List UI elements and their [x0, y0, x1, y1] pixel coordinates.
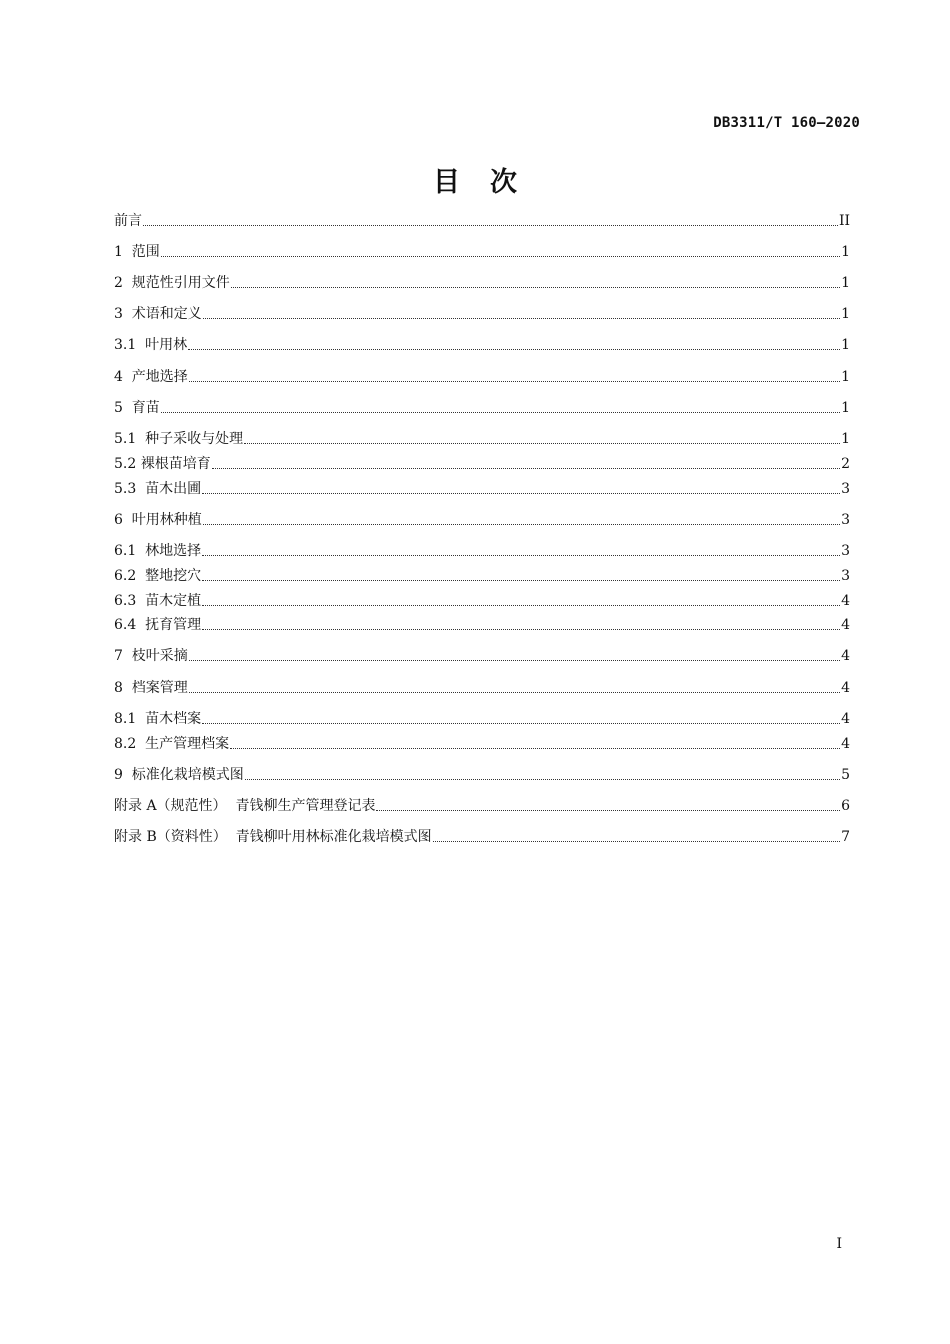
toc-entry[interactable]: [114, 273, 850, 293]
toc-entry-page: 1: [841, 400, 850, 416]
toc-entry-label: 5.3 苗木出圃: [114, 481, 202, 497]
toc-entry-page: II: [838, 213, 850, 229]
toc-entry[interactable]: [114, 454, 850, 474]
toc-leader-dots: [202, 554, 840, 556]
toc-entry[interactable]: [114, 796, 850, 816]
toc-entry-label: 5 育苗: [114, 400, 160, 416]
toc-entry[interactable]: [114, 398, 850, 418]
toc-leader-dots: [245, 778, 840, 780]
toc-entry[interactable]: [114, 479, 850, 499]
toc-entry-page: 1: [841, 369, 850, 385]
toc-leader-dots: [202, 604, 840, 606]
toc-entry-page: 6: [841, 798, 850, 814]
toc-entry-page: 1: [841, 337, 850, 353]
toc-entry-page: 4: [841, 593, 850, 609]
toc-leader-dots: [202, 722, 840, 724]
toc-entry-label: 8.1 苗木档案: [114, 711, 202, 727]
toc-leader-dots: [189, 380, 840, 382]
toc-leader-dots: [202, 579, 840, 581]
toc-entry-label: 9 标准化栽培模式图: [114, 767, 244, 783]
toc-entry[interactable]: [114, 541, 850, 561]
toc-entry-label: 8 档案管理: [114, 680, 188, 696]
toc-leader-dots: [231, 286, 840, 288]
toc-leader-dots: [376, 809, 840, 811]
toc-entry-page: 2: [841, 456, 850, 472]
toc-leader-dots: [143, 224, 838, 226]
toc-leader-dots: [189, 691, 840, 693]
toc-leader-dots: [212, 467, 840, 469]
toc-entry-label: 6.1 林地选择: [114, 543, 202, 559]
toc-entry-page: 3: [841, 481, 850, 497]
toc-entry-page: 4: [841, 648, 850, 664]
toc-entry-label: 1 范围: [114, 244, 160, 260]
toc-entry-page: 4: [841, 680, 850, 696]
toc-entry[interactable]: [114, 734, 850, 754]
toc-entry-page: 3: [841, 568, 850, 584]
toc-leader-dots: [202, 492, 840, 494]
toc-leader-dots: [202, 628, 840, 630]
toc-entry[interactable]: [114, 566, 850, 586]
toc-entry[interactable]: [114, 678, 850, 698]
toc-entry-page: 4: [841, 617, 850, 633]
toc-entry-label: 3 术语和定义: [114, 306, 202, 322]
toc-entry-label: 5.2 裸根苗培育: [114, 456, 211, 472]
toc-entry[interactable]: [114, 765, 850, 785]
toc-entry[interactable]: [114, 615, 850, 635]
toc-leader-dots: [203, 523, 840, 525]
toc-entry-label: 6.2 整地挖穴: [114, 568, 202, 584]
toc-entry-page: 3: [841, 512, 850, 528]
toc-entry-label: 附录 B（资料性） 青钱柳叶用林标准化栽培模式图: [114, 829, 432, 845]
toc-entry[interactable]: [114, 510, 850, 530]
page-title: 目次: [433, 167, 547, 198]
document-code: DB3311/T 160—2020: [713, 115, 860, 131]
toc-entry-page: 1: [841, 244, 850, 260]
toc-entry[interactable]: [114, 591, 850, 611]
toc-entry-label: 6 叶用林种植: [114, 512, 202, 528]
toc-entry-page: 1: [841, 431, 850, 447]
toc-entry[interactable]: [114, 367, 850, 387]
toc-entry-page: 3: [841, 543, 850, 559]
toc-leader-dots: [203, 317, 840, 319]
toc-leader-dots: [189, 659, 840, 661]
toc-entry-page: 5: [841, 767, 850, 783]
toc-entry[interactable]: [114, 304, 850, 324]
toc-entry-label: 2 规范性引用文件: [114, 275, 230, 291]
toc-entry[interactable]: [114, 242, 850, 262]
toc-entry-page: 4: [841, 711, 850, 727]
toc-entry-page: 7: [841, 829, 850, 845]
toc-entry-label: 附录 A（规范性） 青钱柳生产管理登记表: [114, 798, 376, 814]
toc-entry[interactable]: [114, 646, 850, 666]
page-number: I: [836, 1236, 842, 1252]
toc-entry[interactable]: [114, 827, 850, 847]
toc-entry-label: 6.4 抚育管理: [114, 617, 202, 633]
toc-entry-label: 7 枝叶采摘: [114, 648, 188, 664]
toc-entry-label: 8.2 生产管理档案: [114, 736, 230, 752]
toc-entry-label: 3.1 叶用林: [114, 337, 188, 353]
toc-entry-label: 5.1 种子采收与处理: [114, 431, 244, 447]
toc-entry-page: 1: [841, 275, 850, 291]
toc-entry[interactable]: [114, 211, 850, 231]
toc-entry-page: 4: [841, 736, 850, 752]
toc-leader-dots: [161, 411, 840, 413]
toc-leader-dots: [188, 348, 840, 350]
toc-entry-label: 前言: [114, 213, 142, 229]
toc-entry-label: 4 产地选择: [114, 369, 188, 385]
toc-leader-dots: [244, 442, 840, 444]
toc-entry[interactable]: [114, 335, 850, 355]
toc-entry[interactable]: [114, 429, 850, 449]
toc-entry-page: 1: [841, 306, 850, 322]
toc-leader-dots: [433, 840, 840, 842]
toc-leader-dots: [161, 255, 840, 257]
toc-entry-label: 6.3 苗木定植: [114, 593, 202, 609]
toc-leader-dots: [230, 747, 840, 749]
toc-entry[interactable]: [114, 709, 850, 729]
